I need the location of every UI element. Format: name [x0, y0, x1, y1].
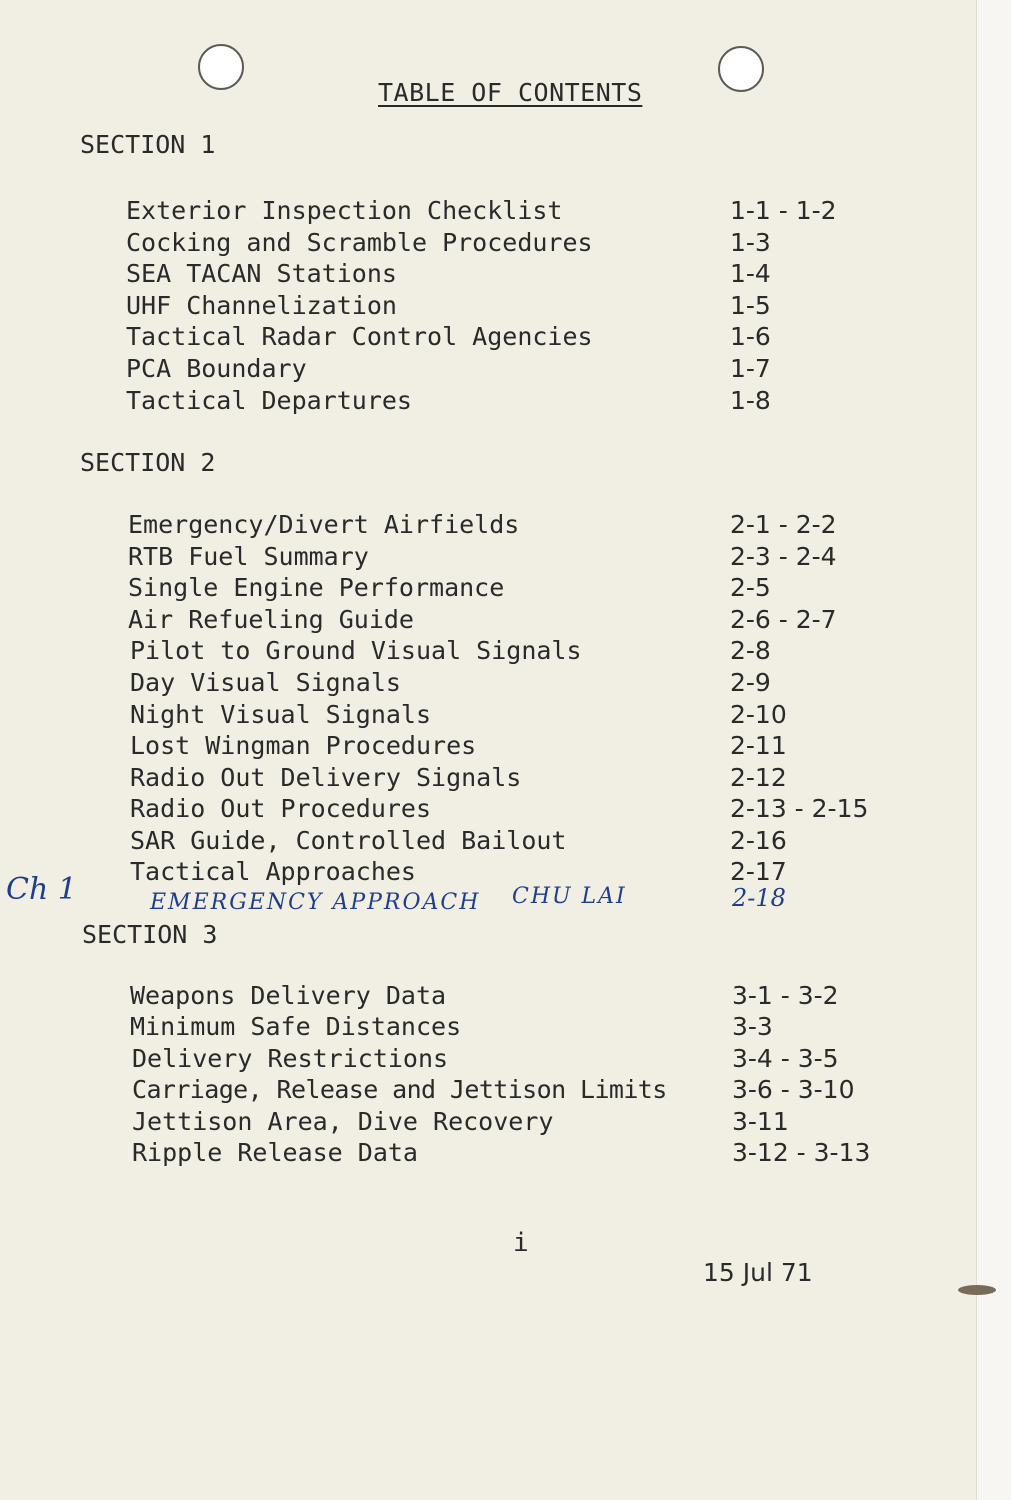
toc-entry-pages: 2-5	[730, 573, 771, 602]
toc-entry-title: Day Visual Signals	[130, 668, 401, 697]
punch-hole-left	[198, 44, 244, 90]
revision-date: 15 Jul 71	[703, 1258, 813, 1287]
toc-entry-title: Lost Wingman Procedures	[130, 731, 477, 760]
toc-entry-title: Tactical Radar Control Agencies	[126, 322, 593, 351]
toc-entry-pages: 3-3	[732, 1012, 773, 1041]
toc-entry-title: UHF Channelization	[126, 291, 397, 320]
toc-entry-title: Radio Out Procedures	[130, 794, 432, 823]
toc-entry-pages: 2-16	[730, 826, 787, 855]
toc-entry-pages: 3-1 - 3-2	[732, 981, 839, 1010]
handwritten-entry-title: EMERGENCY APPROACH	[150, 890, 481, 915]
toc-entry-title: Ripple Release Data	[132, 1138, 418, 1167]
toc-entry-pages: 1-8	[730, 386, 771, 415]
toc-entry-title: Cocking and Scramble Procedures	[126, 228, 593, 257]
toc-entry-title: SAR Guide, Controlled Bailout	[130, 826, 567, 855]
toc-entry-pages: 3-4 - 3-5	[732, 1044, 839, 1073]
toc-entry-pages: 2-1 - 2-2	[730, 510, 837, 539]
toc-entry-title: Single Engine Performance	[128, 573, 505, 602]
toc-entry-pages: 2-8	[730, 636, 771, 665]
section-2-heading: SECTION 2	[80, 448, 216, 477]
toc-entry-title: Tactical Departures	[126, 386, 412, 415]
section-3-heading: SECTION 3	[82, 920, 218, 949]
toc-entry-pages: 1-1 - 1-2	[730, 196, 837, 225]
toc-entry-pages: 1-6	[730, 322, 771, 351]
handwritten-margin-note: Ch 1	[6, 872, 77, 907]
toc-entry-title: SEA TACAN Stations	[126, 259, 397, 288]
toc-entry-title: Air Refueling Guide	[128, 605, 414, 634]
page-title: TABLE OF CONTENTS	[378, 78, 643, 107]
toc-entry-title: Minimum Safe Distances	[130, 1012, 462, 1041]
toc-entry-title: Emergency/Divert Airfields	[128, 510, 520, 539]
section-1-heading: SECTION 1	[80, 130, 216, 159]
toc-entry-pages: 3-12 - 3-13	[732, 1138, 871, 1167]
toc-entry-pages: 2-10	[730, 700, 787, 729]
staple-mark	[958, 1285, 996, 1295]
toc-entry-pages: 2-17	[730, 857, 787, 886]
toc-entry-title: PCA Boundary	[126, 354, 307, 383]
toc-entry-title: Tactical Approaches	[130, 857, 416, 886]
page-number: i	[513, 1228, 529, 1258]
toc-entry-title: Delivery Restrictions	[132, 1044, 449, 1073]
toc-entry-title: Pilot to Ground Visual Signals	[130, 636, 582, 665]
toc-entry-pages: 1-7	[730, 354, 771, 383]
toc-entry-pages: 2-3 - 2-4	[730, 542, 837, 571]
toc-entry-title: Night Visual Signals	[130, 700, 432, 729]
punch-hole-right	[718, 46, 764, 92]
toc-entry-title: Radio Out Delivery Signals	[130, 763, 522, 792]
toc-entry-pages: 2-9	[730, 668, 771, 697]
page-edge	[976, 0, 1011, 1500]
handwritten-entry-pages: 2-18	[732, 884, 786, 912]
toc-entry-pages: 1-4	[730, 259, 771, 288]
toc-entry-title: RTB Fuel Summary	[128, 542, 369, 571]
toc-entry-pages: 1-5	[730, 291, 771, 320]
handwritten-entry-location: CHU LAI	[512, 884, 627, 909]
toc-entry-title: Carriage, Release and Jettison Limits	[132, 1075, 667, 1104]
toc-entry-pages: 3-6 - 3-10	[732, 1075, 855, 1104]
toc-entry-pages: 2-6 - 2-7	[730, 605, 837, 634]
toc-entry-title: Weapons Delivery Data	[130, 981, 447, 1010]
toc-entry-pages: 1-3	[730, 228, 771, 257]
toc-entry-title: Exterior Inspection Checklist	[126, 196, 563, 225]
toc-entry-pages: 2-11	[730, 731, 787, 760]
toc-entry-pages: 2-13 - 2-15	[730, 794, 869, 823]
toc-entry-title: Jettison Area, Dive Recovery	[132, 1107, 554, 1136]
toc-entry-pages: 2-12	[730, 763, 787, 792]
toc-entry-pages: 3-11	[732, 1107, 789, 1136]
